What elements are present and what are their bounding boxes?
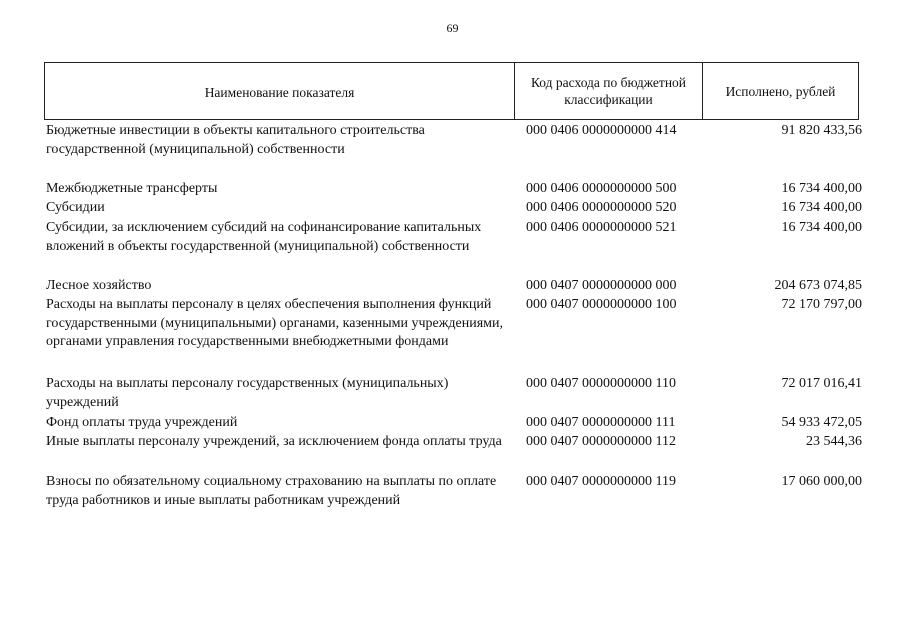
- row-name: Иные выплаты персоналу учреждений, за исключением фонда оплаты труда: [46, 434, 502, 449]
- row-name: Расходы на выплаты персоналу государственных (муниципальных) учреждений: [46, 376, 449, 410]
- row-sum: 54 933 472,05: [781, 415, 862, 430]
- row-sum: 72 017 016,41: [781, 376, 862, 391]
- row-name: Субсидии, за исключением субсидий на софинансирование капитальных вложений в объекты государственной (муниципальной) собственности: [46, 220, 482, 254]
- row-code: 000 0407 0000000000 100: [526, 297, 677, 312]
- row-code: 000 0407 0000000000 119: [526, 474, 676, 489]
- row-code: 000 0407 0000000000 110: [526, 376, 676, 391]
- row-code: 000 0406 0000000000 521: [526, 220, 677, 235]
- row-sum: 91 820 433,56: [781, 123, 862, 138]
- header-name-column: Наименование показателя: [45, 63, 515, 119]
- row-name: Расходы на выплаты персоналу в целях обеспечения выполнения функций государственными (муниципальными) органами, казенными учреждениями, органами управления государственными внебюджетными фондами: [46, 297, 503, 349]
- row-sum: 16 734 400,00: [781, 220, 862, 235]
- row-code: 000 0406 0000000000 500: [526, 181, 677, 196]
- row-sum: 72 170 797,00: [781, 297, 862, 312]
- row-name: Бюджетные инвестиции в объекты капитального строительства государственной (муниципальной) собственности: [46, 123, 425, 157]
- table-header: [44, 62, 859, 120]
- row-code: 000 0407 0000000000 000: [526, 278, 677, 293]
- header-code-column: Код расхода по бюджетной классификации: [515, 63, 703, 119]
- header-sum-column: Исполнено, рублей: [725, 83, 836, 99]
- row-name: Лесное хозяйство: [46, 278, 152, 293]
- row-name: Взносы по обязательному социальному страхованию на выплаты по оплате труда работников и иные выплаты работникам учреждений: [46, 474, 497, 508]
- row-code: 000 0407 0000000000 111: [526, 415, 676, 430]
- row-name: Межбюджетные трансферты: [46, 181, 218, 196]
- row-sum: 16 734 400,00: [781, 200, 862, 215]
- row-name: Фонд оплаты труда учреждений: [46, 415, 238, 430]
- row-sum: 204 673 074,85: [774, 278, 862, 293]
- row-code: 000 0407 0000000000 112: [526, 434, 676, 449]
- row-code: 000 0406 0000000000 520: [526, 200, 677, 215]
- page-number: 69: [446, 21, 459, 35]
- row-sum: 17 060 000,00: [781, 474, 862, 489]
- row-name: Субсидии: [46, 200, 105, 215]
- row-sum: 16 734 400,00: [781, 181, 862, 196]
- row-sum: 23 544,36: [806, 434, 862, 449]
- row-code: 000 0406 0000000000 414: [526, 123, 677, 138]
